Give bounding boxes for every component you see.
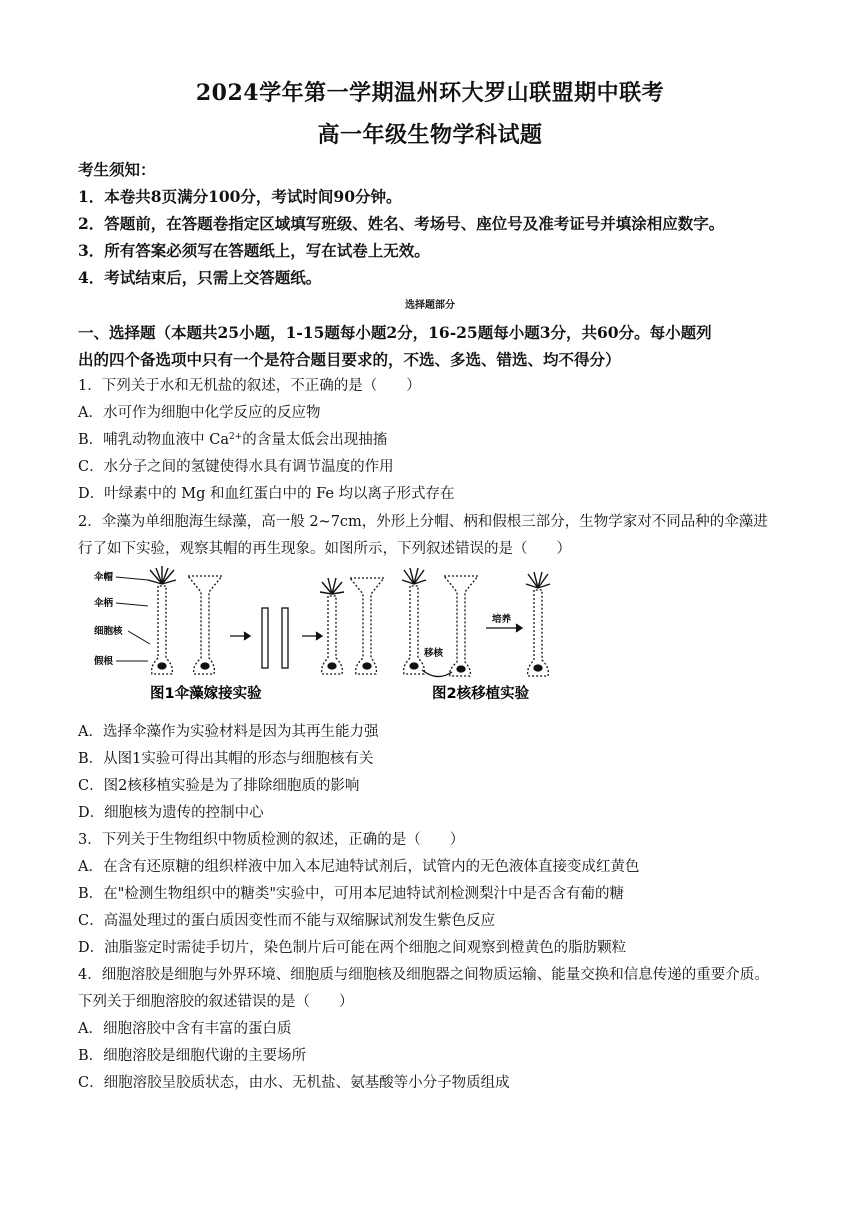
q1-option-c: C．水分子之间的氢键使得水具有调节温度的作用 (78, 459, 394, 475)
label-culture: 培养 (492, 614, 512, 625)
q4-option-c: C．细胞溶胶呈胶质状态，由水、无机盐、氨基酸等小分子物质组成 (78, 1075, 510, 1091)
q2-stem-line-2: 行了如下实验，观察其帽的再生现象。如图所示，下列叙述错误的是（ ） (78, 541, 571, 557)
q4-stem-line-2: 下列关于细胞溶胶的叙述错误的是（ ） (78, 994, 354, 1010)
label-nucleus: 细胞核 (94, 626, 123, 637)
section-intro-line-1: 一、选择题（本题共25小题，1-15题每小题2分，16-25题每小题3分，共60分。每小题列 (78, 323, 712, 342)
q3-stem: 3．下列关于生物组织中物质检测的叙述，正确的是（ ） (78, 832, 465, 848)
q3-option-b: B．在"检测生物组织中的糖类"实验中，可用本尼迪特试剂检测梨汁中是否含有葡的糖 (78, 886, 624, 902)
figure-1-caption: 图1伞藻嫁接实验 (150, 686, 262, 702)
notice-item-4: 4．考试结束后，只需上交答题纸。 (78, 268, 322, 287)
q3-option-d: D．油脂鉴定时需徒手切片，染色制片后可能在两个细胞之间观察到橙黄色的脂肪颗粒 (78, 940, 627, 956)
notice-item-3: 3．所有答案必须写在答题纸上，写在试卷上无效。 (78, 241, 430, 260)
notice-heading: 考生须知： (78, 160, 156, 179)
q4-stem-line-1: 4．细胞溶胶是细胞与外界环境、细胞质与细胞核及细胞器之间物质运输、能量交换和信息传递的重要介质。 (78, 967, 769, 983)
q1-option-d: D．叶绿素中的 Mg 和血红蛋白中的 Fe 均以离子形式存在 (78, 486, 455, 502)
q1-stem: 1．下列关于水和无机盐的叙述，不正确的是（ ） (78, 378, 421, 394)
q2-option-d: D．细胞核为遗传的控制中心 (78, 805, 264, 821)
q2-stem-line-1: 2．伞藻为单细胞海生绿藻，高一般 2~7cm，外形上分帽、柄和假根三部分，生物学家对不同品种的伞藻进 (78, 514, 768, 530)
q1-option-a: A．水可作为细胞中化学反应的反应物 (78, 405, 321, 421)
exam-subtitle: 高一年级生物学科试题 (317, 122, 543, 148)
acetabularia-figure (92, 566, 572, 710)
notice-item-2: 2．答题前，在答题卷指定区域填写班级、姓名、考场号、座位号及准考证号并填涂相应数字。 (78, 214, 725, 233)
q1-option-b-pre: B．哺乳动物血液中 Ca (78, 432, 230, 448)
q1-option-b-superscript: 2+ (229, 432, 243, 442)
label-move-nucleus: 移核 (424, 648, 444, 659)
q1-option-b (78, 430, 800, 450)
label-cap: 伞帽 (94, 572, 114, 583)
q4-option-a: A．细胞溶胶中含有丰富的蛋白质 (78, 1021, 292, 1037)
figure-1-graft-diagram (148, 566, 384, 674)
label-stalk: 伞柄 (94, 598, 114, 609)
section-intro-line-2: 出的四个备选项中只有一个是符合题目要求的，不选、多选、错选、均不得分） (78, 350, 621, 369)
q4-option-b: B．细胞溶胶是细胞代谢的主要场所 (78, 1048, 307, 1064)
q1-option-b-post: 的含量太低会出现抽搐 (242, 432, 388, 448)
label-rhizoid: 假根 (94, 656, 114, 667)
figure-2-nuclear-transplant-diagram (402, 568, 550, 677)
q3-option-a: A．在含有还原糖的组织样液中加入本尼迪特试剂后，试管内的无色液体直接变成红黄色 (78, 859, 640, 875)
exam-title: 2024学年第一学期温州环大罗山联盟期中联考 (195, 80, 665, 106)
q2-option-c: C．图2核移植实验是为了排除细胞质的影响 (78, 778, 360, 794)
figure-2-caption: 图2核移植实验 (432, 686, 530, 702)
q2-option-a: A．选择伞藻作为实验材料是因为其再生能力强 (78, 724, 379, 740)
q2-option-b: B．从图1实验可得出其帽的形态与细胞核有关 (78, 751, 374, 767)
section-title: 选择题部分 (405, 300, 455, 311)
q3-option-c: C．高温处理过的蛋白质因变性而不能与双缩脲试剂发生紫色反应 (78, 913, 496, 929)
notice-item-1: 1．本卷共8页满分100分，考试时间90分钟。 (78, 187, 402, 206)
